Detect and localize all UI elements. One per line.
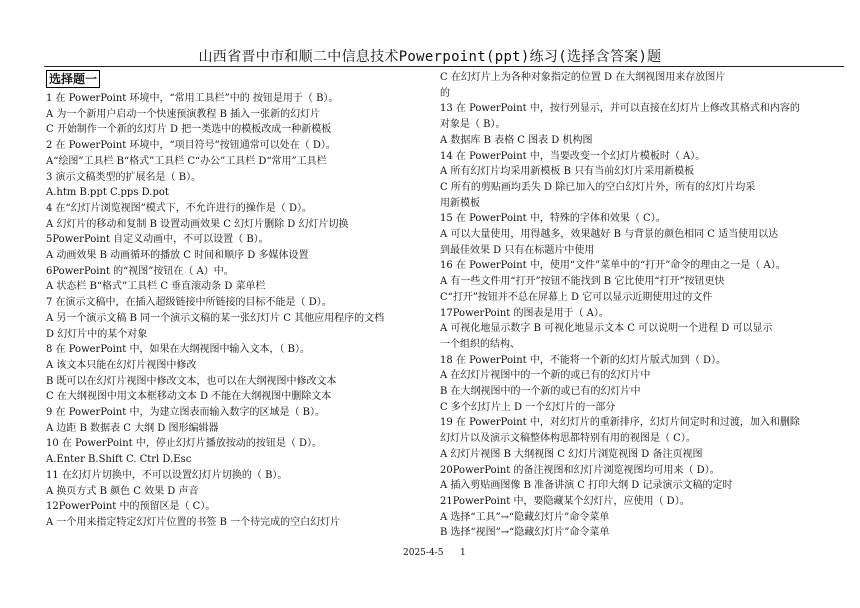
- text-line: 10 在 PowerPoint 中，停止幻灯片播放按动的按钮是（ D）。: [46, 438, 323, 450]
- text-line: 18 在 PowerPoint 中，不能将一个新的幻灯片版式加到（ D）。: [440, 354, 727, 366]
- text-line: A 换页方式 B 颜色 C 效果 D 声音: [46, 485, 199, 497]
- left-question-list: [46, 91, 441, 531]
- text-line: B 既可以在幻灯片视图中修改文本，也可以在大纲视图中修改文本: [46, 375, 337, 387]
- text-line: 13 在 PowerPoint 中，按行列显示，并可以直接在幻灯片上修改其格式和内容的: [440, 103, 800, 115]
- text-line: 15 在 PowerPoint 中，特殊的字体和效果（ C）。: [440, 213, 666, 225]
- page-title: 山西省晋中市和顺二中信息技术Powerpoint(ppt)练习(选择含答案)题: [198, 49, 662, 65]
- text-line: 8 在 PowerPoint 中，如果在大纲视图中输入文本，（ B）。: [46, 344, 311, 356]
- text-line: A 插入剪贴画图像 B 准备讲演 C 打印大纲 D 记录演示文稿的定时: [440, 480, 733, 492]
- text-line: C 在大纲视图中用文本框移动文本 D 不能在大纲视图中删除文本: [46, 391, 332, 403]
- text-line: A 状态栏 B“格式”工具栏 C 垂直滚动条 D 菜单栏: [46, 281, 266, 293]
- title-divider: [44, 66, 844, 67]
- text-line: C 所有的剪贴画均丢失 D 除已加入的空白幻灯片外，所有的幻灯片均采: [440, 181, 756, 193]
- text-line: A 可以大量使用，用得越多，效果越好 B 与背景的颜色相同 C 适当使用以达: [440, 229, 779, 241]
- text-line: A 幻灯片的移动和复制 B 设置动画效果 C 幻灯片删除 D 幻灯片切换: [46, 218, 349, 230]
- section-heading: 选择题一: [46, 70, 100, 88]
- text-line: 11 在幻灯片切换中，不可以设置幻灯片切换的（ B）。: [46, 469, 288, 481]
- text-line: 对象是（ B）。: [440, 119, 506, 131]
- page-number: 1: [460, 548, 466, 558]
- left-column: [46, 70, 441, 531]
- text-line: C“打开”按钮并不总在屏幕上 D 它可以显示近期使用过的文件: [440, 291, 713, 303]
- text-line: A 可视化地显示数字 B 可视化地显示文本 C 可以说明一个进程 D 可以显示: [440, 323, 773, 335]
- text-line: 3 演示文稿类型的扩展名是（ B）。: [46, 171, 202, 183]
- text-line: A 一个用来指定特定幻灯片位置的书签 B 一个待完成的空白幻灯片: [46, 516, 341, 528]
- text-line: C 在幻灯片上为各种对象指定的位置 D 在大纲视图用来存放图片: [440, 72, 726, 83]
- text-line: 20PowerPoint 的备注视图和幻灯片浏览视图均可用来（ D）。: [440, 464, 720, 476]
- text-line: A 有一些文件用“打开”按钮不能找到 B 它比使用“打开”按钮更快: [440, 276, 725, 288]
- text-line: A 所有幻灯片均采用新模板 B 只有当前幻灯片采用新模板: [440, 166, 695, 178]
- text-line: 6PowerPoint 的“视图”按钮在（ A）中。: [46, 265, 234, 277]
- text-line: A 为一个新用户启动一个快速预演教程 B 插入一张新的幻灯片: [46, 108, 321, 120]
- text-line: A“绘图”工具栏 B“格式”工具栏 C“办公”工具栏 D“常用”工具栏: [46, 155, 327, 167]
- text-line: A 幻灯片视图 B 大纲视图 C 幻灯片浏览视图 D 备注页视图: [440, 448, 703, 460]
- text-line: 7 在演示文稿中，在插入超级链接中所链接的目标不能是（ D）。: [46, 297, 332, 309]
- text-line: B 选择“视图”→“隐藏幻灯片”命令菜单: [440, 527, 610, 539]
- text-line: 19 在 PowerPoint 中，对幻灯片的重新排序，幻灯片间定时和过渡，加入和删除: [440, 417, 800, 429]
- text-line: A 在幻灯片视图中的一个新的或已有的幻灯片中: [440, 370, 651, 382]
- text-line: A.htm B.ppt C.pps D.pot: [46, 187, 169, 199]
- text-line: D 幻灯片中的某个对象: [46, 328, 148, 340]
- text-line: A 动画效果 B 动画循环的播放 C 时间和顺序 D 多媒体设置: [46, 250, 309, 262]
- footer-date: 2025-4-5: [403, 548, 444, 558]
- text-line: 2 在 PowerPoint 环境中，“项目符号”按钮通常可以处在（ D）。: [46, 140, 336, 152]
- text-line: A 边距 B 数据表 C 大纲 D 图形编辑器: [46, 422, 219, 434]
- text-line: 的: [440, 87, 450, 99]
- right-column: [440, 70, 835, 541]
- text-line: 21PowerPoint 中，要隐藏某个幻灯片，应使用（ D）。: [440, 495, 690, 507]
- text-line: A 数据库 B 表格 C 图表 D 机构图: [440, 134, 593, 146]
- text-line: C 开始制作一个新的幻灯片 D 把一类选中的模板改成一种新模板: [46, 124, 332, 136]
- text-line: A 该文本只能在幻灯片视图中修改: [46, 359, 197, 371]
- text-line: 一个组织的结构、: [440, 338, 520, 350]
- text-line: 17PowerPoint 的图表是用于（ A）。: [440, 307, 609, 319]
- text-line: 12PowerPoint 中的预留区是（ C）。: [46, 501, 216, 513]
- text-line: 幻灯片以及演示文稿整体构思都特别有用的视图是（ C）。: [440, 433, 696, 445]
- text-line: A 选择“工具”→“隐藏幻灯片”命令菜单: [440, 511, 610, 523]
- text-line: A 另一个演示文稿 B 同一个演示文稿的某一张幻灯片 C 其他应用程序的文档: [46, 312, 385, 324]
- text-line: 16 在 PowerPoint 中，使用“文件”菜单中的“打开”命令的理由之一是（ A）。: [440, 260, 786, 272]
- text-line: 4 在“幻灯片浏览视图”模式下，不允许进行的操作是（ D）。: [46, 202, 312, 214]
- text-line: 1 在 PowerPoint 环境中，“常用工具栏”中的 按钮是用于（ B）。: [46, 93, 339, 104]
- text-line: 14 在 PowerPoint 中，当要改变一个幻灯片模板时（ A）。: [440, 150, 706, 162]
- text-line: 9 在 PowerPoint 中，为建立图表而输入数字的区域是（ B）。: [46, 407, 326, 419]
- text-line: 到最佳效果 D 只有在标题片中使用: [440, 244, 595, 256]
- text-line: B 在大纲视图中的一个新的或已有的幻灯片中: [440, 386, 641, 398]
- text-line: 用新模板: [440, 197, 480, 209]
- text-line: 5PowerPoint 自定义动画中，不可以设置（ B）。: [46, 234, 269, 246]
- text-line: C 多个幻灯片上 D 一个幻灯片的一部分: [440, 401, 616, 413]
- text-line: A.Enter B.Shift C. Ctrl D.Esc: [46, 454, 192, 466]
- right-question-list: [440, 70, 835, 541]
